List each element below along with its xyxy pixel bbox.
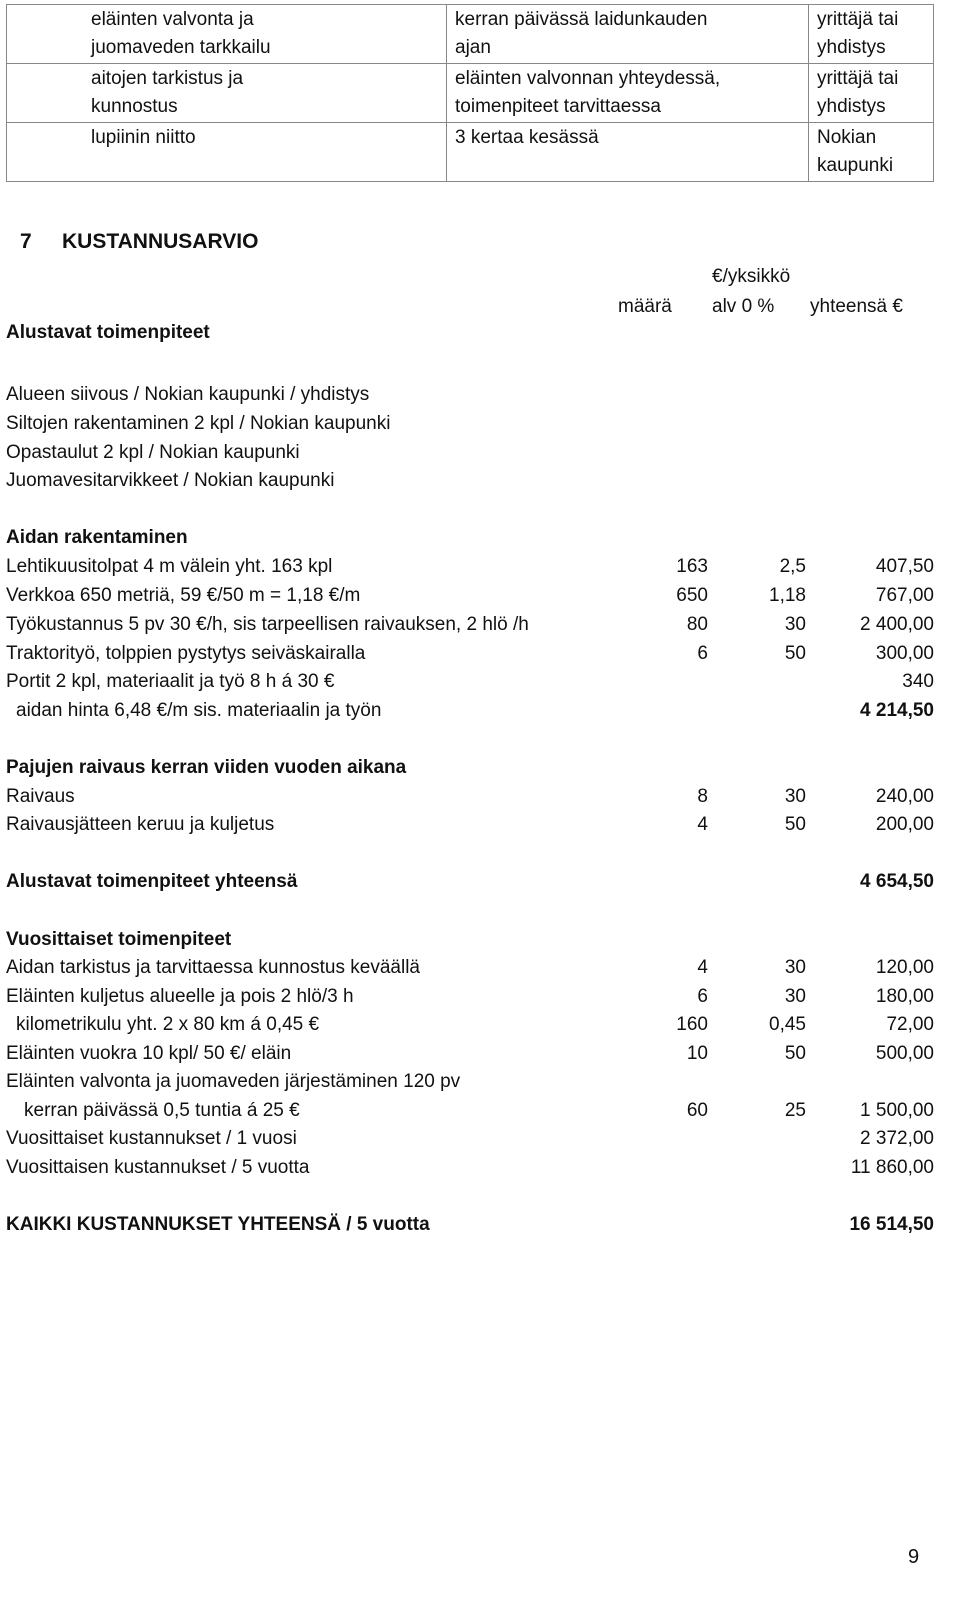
table-cell-task [7, 5, 447, 64]
subsection-heading: Vuosittaiset toimenpiteet [6, 929, 232, 950]
page-number: 9 [908, 1546, 920, 1568]
row-description: Raivaus [6, 786, 75, 807]
row-description: Lehtikuusitolpat 4 m välein yht. 163 kpl [6, 556, 333, 577]
cell-text: Nokian kaupunki [817, 127, 894, 176]
row-description: Eläinten kuljetus alueelle ja pois 2 hlö/3 h [6, 986, 354, 1007]
row-description: Traktorityö, tolppien pystytys seiväskairalla [6, 643, 366, 664]
table-cell-responsible [809, 64, 934, 123]
row-description: Työkustannus 5 pv 30 €/h, sis tarpeellisen raivauksen, 2 hlö /h [6, 614, 529, 635]
subsection-heading: Aidan rakentaminen [6, 527, 188, 548]
row-total: 1 500,00 [860, 1100, 934, 1121]
row-total: 2 400,00 [860, 614, 934, 635]
cost-row [6, 986, 934, 1014]
table-cell-time [447, 64, 809, 123]
row-quantity: 4 [697, 957, 708, 978]
row-total: 767,00 [875, 585, 934, 606]
row-total: 4 214,50 [860, 700, 934, 721]
list-item: Siltojen rakentaminen 2 kpl / Nokian kaupunki [6, 413, 391, 434]
row-total: 300,00 [875, 643, 934, 664]
row-description: kerran päivässä 0,5 tuntia á 25 € [24, 1100, 300, 1121]
row-total: 407,50 [875, 556, 934, 577]
table-row [7, 5, 934, 64]
row-total: 72,00 [886, 1014, 934, 1035]
cost-row [6, 1100, 934, 1128]
row-unit-price: 2,5 [779, 556, 806, 577]
cost-row [6, 671, 934, 699]
row-description: Raivausjätteen keruu ja kuljetus [6, 814, 275, 835]
table-cell-task [7, 123, 447, 182]
list-item: Alueen siivous / Nokian kaupunki / yhdistys [6, 384, 370, 405]
cell-text: yrittäjä tai yhdistys [817, 68, 899, 117]
table-cell-time [447, 123, 809, 182]
row-quantity: 80 [686, 614, 708, 635]
subsection-heading: Pajujen raivaus kerran viiden vuoden aikana [6, 757, 407, 778]
row-description: KAIKKI KUSTANNUKSET YHTEENSÄ / 5 vuotta [6, 1214, 430, 1235]
row-unit-price: 1,18 [769, 585, 806, 606]
row-description: Eläinten vuokra 10 kpl/ 50 €/ eläin [6, 1043, 292, 1064]
section-number: 7 [20, 230, 32, 253]
row-description: Eläinten valvonta ja juomaveden järjestäminen 120 pv [6, 1071, 461, 1092]
cost-row [6, 1043, 934, 1071]
row-description: aidan hinta 6,48 €/m sis. materiaalin ja työn [16, 700, 382, 721]
row-quantity: 10 [686, 1043, 708, 1064]
table-cell-responsible [809, 123, 934, 182]
table-cell-responsible [809, 5, 934, 64]
row-unit-price: 30 [784, 614, 806, 635]
cost-row [6, 814, 934, 842]
cell-text: yrittäjä tai yhdistys [817, 9, 899, 58]
cell-text: aitojen tarkistus ja kunnostus [91, 68, 244, 117]
per-unit-header: €/yksikkö [712, 266, 791, 287]
row-quantity: 6 [697, 643, 708, 664]
list-item: Opastaulut 2 kpl / Nokian kaupunki [6, 442, 300, 463]
list-item: Juomavesitarvikkeet / Nokian kaupunki [6, 470, 335, 491]
row-description: Vuosittaiset kustannukset / 1 vuosi [6, 1128, 297, 1149]
cell-text: eläinten valvonta ja juomaveden tarkkailu [91, 9, 271, 58]
cost-row [6, 556, 934, 584]
table-row [7, 64, 934, 123]
row-quantity: 60 [686, 1100, 708, 1121]
table-row [7, 123, 934, 182]
table-cell-task [7, 64, 447, 123]
cost-row [6, 614, 934, 642]
cost-row [6, 957, 934, 985]
row-unit-price: 0,45 [769, 1014, 806, 1035]
group-heading: Alustavat toimenpiteet [6, 322, 210, 343]
row-total: 240,00 [875, 786, 934, 807]
row-description: Alustavat toimenpiteet yhteensä [6, 871, 298, 892]
cell-text: eläinten valvonnan yhteydessä, toimenpiteet tarvittaessa [455, 68, 721, 117]
cell-text: 3 kertaa kesässä [455, 127, 599, 148]
cost-row [6, 786, 934, 814]
responsibility-table [6, 4, 934, 182]
row-quantity: 163 [676, 556, 708, 577]
table-cell-time [447, 5, 809, 64]
vat-header: alv 0 % [712, 296, 775, 317]
row-unit-price: 30 [784, 786, 806, 807]
subtotal-row [6, 700, 934, 728]
row-unit-price: 30 [784, 957, 806, 978]
row-quantity: 160 [676, 1014, 708, 1035]
total-row [6, 871, 934, 899]
cost-row [6, 585, 934, 613]
row-quantity: 4 [697, 814, 708, 835]
row-total: 16 514,50 [849, 1214, 934, 1235]
cell-text: lupiinin niitto [91, 127, 196, 148]
row-total: 120,00 [875, 957, 934, 978]
row-total: 11 860,00 [850, 1157, 934, 1178]
row-total: 500,00 [875, 1043, 934, 1064]
row-total: 180,00 [875, 986, 934, 1007]
row-description: Vuosittaisen kustannukset / 5 vuotta [6, 1157, 310, 1178]
row-total: 200,00 [875, 814, 934, 835]
row-quantity: 6 [697, 986, 708, 1007]
cost-row [6, 1128, 934, 1156]
row-description: Aidan tarkistus ja tarvittaessa kunnostus keväällä [6, 957, 420, 978]
row-quantity: 8 [697, 786, 708, 807]
cost-row [6, 1071, 934, 1099]
cost-row [6, 1014, 934, 1042]
row-quantity: 650 [676, 585, 708, 606]
grand-total-row [6, 1214, 934, 1242]
row-total: 4 654,50 [860, 871, 934, 892]
row-unit-price: 50 [784, 1043, 806, 1064]
row-description: kilometrikulu yht. 2 x 80 km á 0,45 € [16, 1014, 320, 1035]
section-title: KUSTANNUSARVIO [62, 230, 259, 253]
cell-text: kerran päivässä laidunkauden ajan [455, 9, 708, 58]
row-description: Verkkoa 650 metriä, 59 €/50 m = 1,18 €/m [6, 585, 361, 606]
row-unit-price: 25 [784, 1100, 806, 1121]
row-total: 2 372,00 [860, 1128, 934, 1149]
quantity-header: määrä [618, 296, 672, 317]
row-description: Portit 2 kpl, materiaalit ja työ 8 h á 30 € [6, 671, 335, 692]
total-header: yhteensä € [810, 296, 903, 317]
row-total: 340 [902, 671, 934, 692]
cost-row [6, 643, 934, 671]
row-unit-price: 50 [784, 643, 806, 664]
row-unit-price: 30 [784, 986, 806, 1007]
cost-row [6, 1157, 934, 1185]
row-unit-price: 50 [784, 814, 806, 835]
